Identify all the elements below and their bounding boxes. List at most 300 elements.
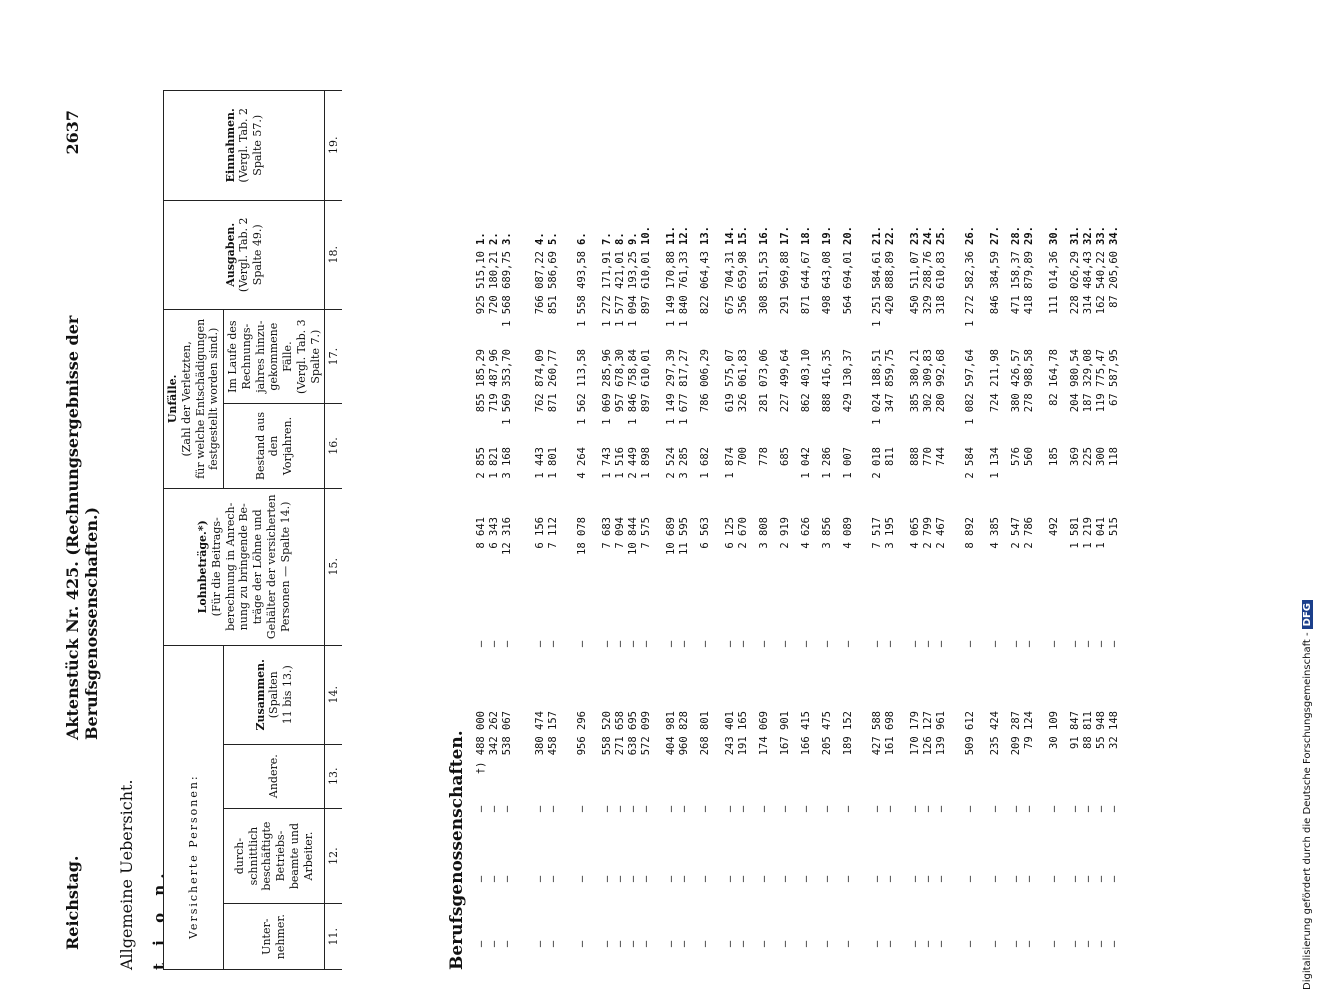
ausgaben-cell: 619 575,07 (724, 349, 736, 413)
unfaelle-header (164, 309, 224, 488)
lohnbetraege-cell: — (724, 640, 736, 648)
im-laufe-cell: 560 (1023, 447, 1035, 466)
einnahmen-cell: 1 149 170,88 (665, 251, 677, 327)
einnahmen-cell: 314 484,43 (1082, 251, 1094, 315)
lohnbetraege-cell: — (1082, 640, 1094, 648)
zusammen-cell: 271 658 (614, 711, 626, 756)
bestand-cell: 7 517 (871, 517, 883, 549)
table-row (678, 90, 691, 970)
bestand-cell: 6 343 (488, 517, 500, 549)
ausgaben-cell: 82 164,78 (1048, 349, 1060, 406)
zusammen-cell: 209 287 (1010, 711, 1022, 756)
durchschnittlich-cell: — (842, 875, 854, 883)
header-title: Aktenstück Nr. 425. (Rechnungsergebnisse der Berufsgenossenschaften.) (63, 315, 101, 740)
im-laufe-cell: 2 855 (475, 447, 487, 479)
bestand-cell: 1 041 (1095, 517, 1107, 549)
row-number-cell: 16. (758, 226, 770, 245)
col-number: 16. (325, 404, 343, 488)
table-row (842, 90, 855, 970)
table-row (576, 90, 589, 970)
unfaelle-title: Unfälle. (166, 374, 179, 424)
im-laufe-cell: 811 (884, 447, 896, 466)
data-rows (475, 90, 1121, 970)
table-row (964, 90, 977, 970)
ausgaben-cell: 227 499,64 (779, 349, 791, 413)
unternehmer-cell: — (842, 940, 854, 948)
unternehmer-cell: — (989, 940, 1001, 948)
table-row (737, 90, 750, 970)
im-laufe-cell: 3 285 (678, 447, 690, 479)
durchschnittlich-cell: — (779, 875, 791, 883)
ausgaben-cell: 429 130,37 (842, 349, 854, 413)
table-row (821, 90, 834, 970)
col-number: 19. (325, 91, 343, 201)
row-number-cell: 32. (1082, 226, 1094, 245)
im-laufe-cell: 1 898 (640, 447, 652, 479)
bestand-cell: 7 094 (614, 517, 626, 549)
row-number-cell: 26. (964, 226, 976, 245)
im-laufe-cell: 1 443 (534, 447, 546, 479)
row-number-cell: 8. (614, 232, 626, 245)
bestand-cell: 12 316 (501, 517, 513, 555)
andere-cell: — (488, 805, 500, 813)
einnahmen-cell: 498 643,08 (821, 251, 833, 315)
row-number-cell: 2. (488, 232, 500, 245)
andere-cell: — (724, 805, 736, 813)
table-row (724, 90, 737, 970)
section-fragment: t i o n. (150, 867, 168, 970)
table-row (1023, 90, 1036, 970)
table-row (989, 90, 1002, 970)
row-number-cell: 5. (547, 232, 559, 245)
lohnbetraege-sub: (Für die Beitrags- berechnung in Anrech- nung zu bringende Be- träge der Löhne und Gehälter der versicherten Personen — Spalte 14.) (209, 494, 292, 640)
bestand-cell: 3 808 (758, 517, 770, 549)
einnahmen-title: Einnahmen. (223, 108, 237, 183)
digitization-note (1302, 600, 1313, 990)
zusammen-cell: 243 401 (724, 711, 736, 756)
zusammen-cell: 572 099 (640, 711, 652, 756)
durchschnittlich-cell: — (989, 875, 1001, 883)
andere-header: Andere. (224, 744, 325, 808)
unternehmer-cell: — (1069, 940, 1081, 948)
ausgaben-cell: 187 329,08 (1082, 349, 1094, 413)
col-number: 11. (325, 904, 343, 970)
header-left: Reichstag. (63, 855, 82, 950)
zusammen-cell: 88 811 (1082, 711, 1094, 749)
table-row (1010, 90, 1023, 970)
unternehmer-cell: — (909, 940, 921, 948)
row-number-cell: 24. (922, 226, 934, 245)
table-row (800, 90, 813, 970)
ausgaben-cell: 862 403,10 (800, 349, 812, 413)
lohnbetraege-cell: — (964, 640, 976, 648)
andere-cell: — (576, 805, 588, 813)
zusammen-cell: 205 475 (821, 711, 833, 756)
andere-cell: — (1010, 805, 1022, 813)
einnahmen-cell: 228 026,29 (1069, 251, 1081, 315)
row-number-cell: 23. (909, 226, 921, 245)
im-laufe-cell: 225 (1082, 447, 1094, 466)
bestand-cell: 6 156 (534, 517, 546, 549)
andere-cell: — (935, 805, 947, 813)
einnahmen-cell: 1 840 761,33 (678, 251, 690, 327)
row-number-cell: 11. (665, 226, 677, 245)
zusammen-cell: †) 488 000 (475, 711, 487, 775)
unternehmer-cell: — (1095, 940, 1107, 948)
im-laufe-cell: 700 (737, 447, 749, 466)
zusammen-cell: 174 069 (758, 711, 770, 756)
lohnbetraege-cell: — (922, 640, 934, 648)
andere-cell: — (678, 805, 690, 813)
ausgaben-cell: 347 859,75 (884, 349, 896, 413)
andere-cell: — (1069, 805, 1081, 813)
durchschnittlich-cell: — (884, 875, 896, 883)
bestand-cell: 2 799 (922, 517, 934, 549)
andere-cell: — (884, 805, 896, 813)
andere-cell: — (1108, 805, 1120, 813)
unternehmer-cell: — (935, 940, 947, 948)
lohnbetraege-cell: — (665, 640, 677, 648)
einnahmen-sub: (Vergl. Tab. 2 Spalte 57.) (237, 107, 264, 183)
digitization-text: Digitalisierung gefördert durch die Deutsche Forschungsgemeinschaft - (1302, 632, 1313, 990)
row-number-cell: 18. (800, 226, 812, 245)
bestand-cell: 6 125 (724, 517, 736, 549)
bestand-cell: 18 078 (576, 517, 588, 555)
row-number-cell: 12. (678, 226, 690, 245)
ausgaben-cell: 719 487,96 (488, 349, 500, 413)
im-laufe-cell: 1 874 (724, 447, 736, 479)
andere-cell: — (779, 805, 791, 813)
ausgaben-cell: 762 874,09 (534, 349, 546, 413)
andere-cell: — (1082, 805, 1094, 813)
bestand-cell: 3 856 (821, 517, 833, 549)
einnahmen-cell: 308 851,53 (758, 251, 770, 315)
table-row (884, 90, 897, 970)
row-number-cell: 4. (534, 232, 546, 245)
ausgaben-cell: 326 061,83 (737, 349, 749, 413)
bestand-cell: 4 089 (842, 517, 854, 549)
unternehmer-cell: — (1082, 940, 1094, 948)
unternehmer-cell: — (678, 940, 690, 948)
einnahmen-cell: 329 288,76 (922, 251, 934, 315)
durchschnittlich-cell: — (1082, 875, 1094, 883)
andere-cell: — (842, 805, 854, 813)
im-laufe-cell: 744 (935, 447, 947, 466)
lohnbetraege-cell: — (640, 640, 652, 648)
durchschnittlich-cell: — (922, 875, 934, 883)
unternehmer-cell: — (1048, 940, 1060, 948)
col-number (325, 488, 343, 645)
lohnbetraege-cell: — (737, 640, 749, 648)
row-number-cell: 10. (640, 226, 652, 245)
durchschnittlich-cell: — (758, 875, 770, 883)
lohnbetraege-cell: — (501, 640, 513, 648)
table-row (665, 90, 678, 970)
bestand-cell: 11 595 (678, 517, 690, 555)
lohnbetraege-cell: — (678, 640, 690, 648)
lohnbetraege-cell: — (1069, 640, 1081, 648)
zusammen-cell: 509 612 (964, 711, 976, 756)
lohnbetraege-cell: — (1010, 640, 1022, 648)
lohnbetraege-cell: — (1095, 640, 1107, 648)
durchschnittlich-header: durch- schnittlich beschäftigte Betriebs- beamte und Arbeiter. (224, 808, 325, 904)
einnahmen-cell: 1 568 689,75 (501, 251, 513, 327)
unternehmer-cell: — (501, 940, 513, 948)
bestand-cell: 8 641 (475, 517, 487, 549)
einnahmen-cell: 822 064,43 (699, 251, 711, 315)
unternehmer-cell: — (800, 940, 812, 948)
lohnbetraege-cell: — (800, 640, 812, 648)
einnahmen-cell: 766 087,22 (534, 251, 546, 315)
unternehmer-cell: — (614, 940, 626, 948)
lohnbetraege-title: Lohnbeträge.*) (196, 520, 209, 614)
ausgaben-cell: 1 569 353,70 (501, 349, 513, 425)
durchschnittlich-cell: — (1108, 875, 1120, 883)
unternehmer-cell: — (779, 940, 791, 948)
zusammen-sub: (Spalten 11 bis 13.) (267, 665, 294, 725)
lohnbetraege-cell: — (1048, 640, 1060, 648)
bestand-cell: 1 219 (1082, 517, 1094, 549)
im-laufe-cell: 185 (1048, 447, 1060, 466)
einnahmen-cell: 871 644,67 (800, 251, 812, 315)
durchschnittlich-cell: — (821, 875, 833, 883)
im-laufe-cell: 576 (1010, 447, 1022, 466)
andere-cell: — (534, 805, 546, 813)
andere-cell: — (821, 805, 833, 813)
lohnbetraege-cell: — (1108, 640, 1120, 648)
col-number: 13. (325, 744, 343, 808)
row-number-cell: 30. (1048, 226, 1060, 245)
andere-cell: — (665, 805, 677, 813)
im-laufe-cell: 1 743 (601, 447, 613, 479)
einnahmen-cell: 318 610,83 (935, 251, 947, 315)
bestand-cell: 2 670 (737, 517, 749, 549)
einnahmen-cell: 418 879,89 (1023, 251, 1035, 315)
table-row (601, 90, 614, 970)
bestand-cell: 492 (1048, 517, 1060, 536)
unternehmer-cell: — (627, 940, 639, 948)
im-laufe-header: Im Laufe des Rechnungs- jahres hinzu- gekommene Fälle. (Vergl. Tab. 3 Spalte 7.) (224, 309, 325, 403)
durchschnittlich-cell: — (935, 875, 947, 883)
row-number-cell: 7. (601, 232, 613, 245)
im-laufe-cell: 4 264 (576, 447, 588, 479)
durchschnittlich-cell: — (475, 875, 487, 883)
table-row (758, 90, 771, 970)
row-number-cell: 3. (501, 232, 513, 245)
andere-cell: — (1048, 805, 1060, 813)
bestand-cell: 10 689 (665, 517, 677, 555)
im-laufe-cell: 369 (1069, 447, 1081, 466)
row-number-cell: 14. (724, 226, 736, 245)
ausgaben-title: Ausgaben. (223, 222, 237, 287)
col-number: 14. (325, 645, 343, 744)
andere-cell: — (547, 805, 559, 813)
andere-cell: — (871, 805, 883, 813)
bestand-cell: 2 786 (1023, 517, 1035, 549)
durchschnittlich-cell: — (614, 875, 626, 883)
unternehmer-cell: — (640, 940, 652, 948)
durchschnittlich-cell: — (665, 875, 677, 883)
ausgaben-cell: 1 024 188,51 (871, 349, 883, 425)
im-laufe-cell: 770 (922, 447, 934, 466)
durchschnittlich-cell: — (964, 875, 976, 883)
lohnbetraege-cell: — (871, 640, 883, 648)
table-row (547, 90, 560, 970)
bestand-header: Bestand aus den Vorjahren. (224, 404, 325, 488)
einnahmen-cell: 450 511,07 (909, 251, 921, 315)
ausgaben-cell: 67 587,95 (1108, 349, 1120, 406)
im-laufe-cell: 685 (779, 447, 791, 466)
ausgaben-cell: 119 775,47 (1095, 349, 1107, 413)
col-number: 12. (325, 808, 343, 904)
zusammen-cell: 126 127 (922, 711, 934, 756)
andere-cell: — (737, 805, 749, 813)
unternehmer-cell: — (964, 940, 976, 948)
lohnbetraege-cell: — (601, 640, 613, 648)
bestand-cell: 515 (1108, 517, 1120, 536)
table-row (1108, 90, 1121, 970)
table-row (1095, 90, 1108, 970)
ausgaben-sub: (Vergl. Tab. 2 Spalte 49.) (237, 217, 264, 293)
lohnbetraege-cell: — (884, 640, 896, 648)
row-number-cell: 34. (1108, 226, 1120, 245)
durchschnittlich-cell: — (800, 875, 812, 883)
durchschnittlich-cell: — (501, 875, 513, 883)
ausgaben-cell: 871 260,77 (547, 349, 559, 413)
unternehmer-cell: — (601, 940, 613, 948)
row-number-cell: 13. (699, 226, 711, 245)
unternehmer-cell: — (665, 940, 677, 948)
zusammen-cell: 342 262 (488, 711, 500, 756)
unternehmer-cell: — (534, 940, 546, 948)
zusammen-cell: 32 148 (1108, 711, 1120, 749)
andere-cell: — (800, 805, 812, 813)
durchschnittlich-cell: — (909, 875, 921, 883)
bestand-cell: 8 892 (964, 517, 976, 549)
lohnbetraege-cell: — (576, 640, 588, 648)
table-row (1082, 90, 1095, 970)
durchschnittlich-cell: — (1069, 875, 1081, 883)
andere-cell: — (758, 805, 770, 813)
table-row (640, 90, 653, 970)
zusammen-cell: 91 847 (1069, 711, 1081, 749)
zusammen-cell: 638 695 (627, 711, 639, 756)
andere-cell: — (614, 805, 626, 813)
im-laufe-cell: 1 286 (821, 447, 833, 479)
andere-cell: — (1095, 805, 1107, 813)
durchschnittlich-cell: — (640, 875, 652, 883)
bestand-cell: 4 626 (800, 517, 812, 549)
zusammen-cell: 139 961 (935, 711, 947, 756)
einnahmen-cell: 1 577 421,01 (614, 251, 626, 327)
einnahmen-cell: 851 586,69 (547, 251, 559, 315)
unternehmer-cell: — (821, 940, 833, 948)
im-laufe-cell: 2 524 (665, 447, 677, 479)
subtitle: Allgemeine Uebersicht. (117, 779, 136, 970)
ausgaben-header (164, 200, 325, 309)
zusammen-cell: 404 981 (665, 711, 677, 756)
row-number-cell: 6. (576, 232, 588, 245)
andere-cell: — (922, 805, 934, 813)
einnahmen-cell: 291 969,88 (779, 251, 791, 315)
table-row (935, 90, 948, 970)
table-row (871, 90, 884, 970)
einnahmen-cell: 1 272 582,36 (964, 251, 976, 327)
ausgaben-cell: 1 149 297,39 (665, 349, 677, 425)
durchschnittlich-cell: — (627, 875, 639, 883)
ausgaben-cell: 281 073,06 (758, 349, 770, 413)
bestand-cell: 7 575 (640, 517, 652, 549)
lohnbetraege-cell: — (758, 640, 770, 648)
table-row (1069, 90, 1082, 970)
im-laufe-cell: 1 821 (488, 447, 500, 479)
lohnbetraege-cell: — (627, 640, 639, 648)
zusammen-cell: 268 801 (699, 711, 711, 756)
table-row (1048, 90, 1061, 970)
im-laufe-cell: 1 801 (547, 447, 559, 479)
im-laufe-cell: 888 (909, 447, 921, 466)
bestand-cell: 4 065 (909, 517, 921, 549)
zusammen-header (224, 645, 325, 744)
row-number-cell: 33. (1095, 226, 1107, 245)
zusammen-cell: 960 828 (678, 711, 690, 756)
lohnbetraege-cell: — (488, 640, 500, 648)
bestand-cell: 2 547 (1010, 517, 1022, 549)
zusammen-cell: 170 179 (909, 711, 921, 756)
bestand-cell: 3 195 (884, 517, 896, 549)
bestand-cell: 2 919 (779, 517, 791, 549)
zusammen-cell: 538 067 (501, 711, 513, 756)
row-number-cell: 17. (779, 226, 791, 245)
durchschnittlich-cell: — (737, 875, 749, 883)
table-row (627, 90, 640, 970)
unternehmer-cell: — (475, 940, 487, 948)
zusammen-cell: 55 948 (1095, 711, 1107, 749)
unternehmer-header: Unter- nehmer. (224, 904, 325, 970)
ausgaben-cell: 1 677 817,27 (678, 349, 690, 425)
durchschnittlich-cell: — (488, 875, 500, 883)
table-row (614, 90, 627, 970)
row-number-cell: 28. (1010, 226, 1022, 245)
andere-cell: — (601, 805, 613, 813)
im-laufe-cell: 2 584 (964, 447, 976, 479)
table-row (922, 90, 935, 970)
lohnbetraege-cell: — (1023, 640, 1035, 648)
durchschnittlich-cell: — (1095, 875, 1107, 883)
lohnbetraege-cell: — (989, 640, 1001, 648)
durchschnittlich-cell: — (1048, 875, 1060, 883)
unternehmer-cell: — (699, 940, 711, 948)
unternehmer-cell: — (758, 940, 770, 948)
bestand-cell: 7 112 (547, 517, 559, 549)
bestand-cell: 1 581 (1069, 517, 1081, 549)
row-number-cell: 29. (1023, 226, 1035, 245)
durchschnittlich-cell: — (871, 875, 883, 883)
einnahmen-cell: 420 888,89 (884, 251, 896, 315)
zusammen-cell: 79 124 (1023, 711, 1035, 749)
rotated-table-page (55, 90, 1270, 970)
table-row (779, 90, 792, 970)
durchschnittlich-cell: — (1010, 875, 1022, 883)
table-row (488, 90, 501, 970)
unternehmer-cell: — (1010, 940, 1022, 948)
im-laufe-cell: 1 682 (699, 447, 711, 479)
ausgaben-cell: 855 185,29 (475, 349, 487, 413)
page-number: 2637 (63, 110, 82, 155)
zusammen-cell: 427 588 (871, 711, 883, 756)
zusammen-title: Zusammen. (253, 659, 267, 731)
lohnbetraege-cell: — (935, 640, 947, 648)
